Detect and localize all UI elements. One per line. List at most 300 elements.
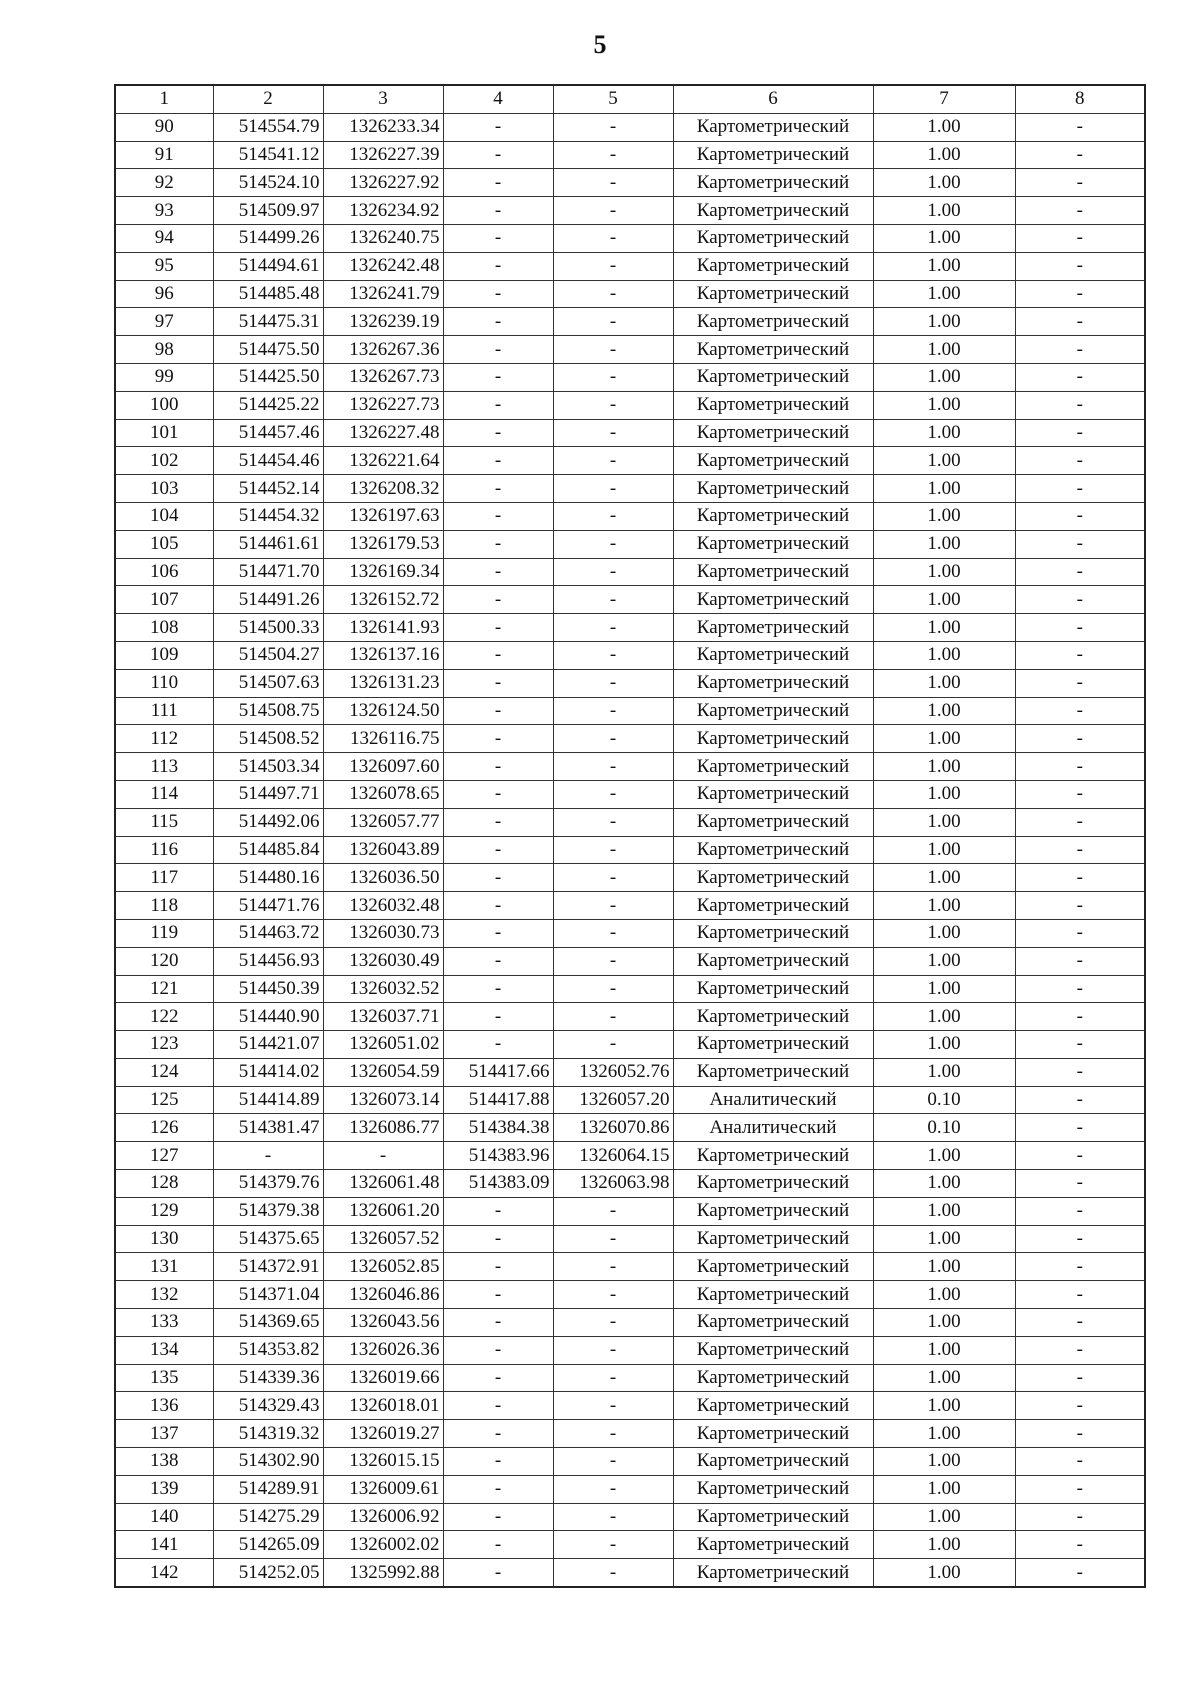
method-cell: Картометрический xyxy=(673,975,873,1003)
description-cell: - xyxy=(1015,864,1145,892)
method-cell: Картометрический xyxy=(673,141,873,169)
y-coordinate-cell: 1326046.86 xyxy=(323,1281,443,1309)
description-cell: - xyxy=(1015,530,1145,558)
y-coordinate-cell: 1326032.48 xyxy=(323,892,443,920)
description-cell: - xyxy=(1015,558,1145,586)
point-number-cell: 130 xyxy=(115,1225,213,1253)
method-cell: Картометрический xyxy=(673,502,873,530)
y-coordinate-cell: 1326152.72 xyxy=(323,586,443,614)
accuracy-cell: 1.00 xyxy=(873,892,1015,920)
table-row xyxy=(115,113,1145,141)
y-coordinate-new-cell: - xyxy=(553,447,673,475)
accuracy-cell: 1.00 xyxy=(873,530,1015,558)
method-cell: Картометрический xyxy=(673,641,873,669)
description-cell: - xyxy=(1015,1420,1145,1448)
y-coordinate-cell: 1326009.61 xyxy=(323,1475,443,1503)
y-coordinate-new-cell: - xyxy=(553,141,673,169)
accuracy-cell: 1.00 xyxy=(873,1475,1015,1503)
y-coordinate-cell: 1326097.60 xyxy=(323,753,443,781)
method-cell: Картометрический xyxy=(673,308,873,336)
x-coordinate-new-cell: 514384.38 xyxy=(443,1114,553,1142)
header-col-1: 1 xyxy=(115,85,213,113)
x-coordinate-cell: 514497.71 xyxy=(213,780,323,808)
y-coordinate-cell: 1326234.92 xyxy=(323,197,443,225)
y-coordinate-cell: 1326227.92 xyxy=(323,169,443,197)
description-cell: - xyxy=(1015,280,1145,308)
y-coordinate-new-cell: - xyxy=(553,641,673,669)
x-coordinate-new-cell: - xyxy=(443,1475,553,1503)
x-coordinate-cell: 514508.75 xyxy=(213,697,323,725)
point-number-cell: 126 xyxy=(115,1114,213,1142)
y-coordinate-new-cell: - xyxy=(553,1309,673,1337)
method-cell: Картометрический xyxy=(673,614,873,642)
table-row xyxy=(115,530,1145,558)
point-number-cell: 102 xyxy=(115,447,213,475)
point-number-cell: 90 xyxy=(115,113,213,141)
point-number-cell: 92 xyxy=(115,169,213,197)
description-cell: - xyxy=(1015,725,1145,753)
x-coordinate-cell: 514289.91 xyxy=(213,1475,323,1503)
table-row xyxy=(115,224,1145,252)
x-coordinate-cell: 514485.48 xyxy=(213,280,323,308)
method-cell: Картометрический xyxy=(673,1336,873,1364)
x-coordinate-new-cell: - xyxy=(443,1253,553,1281)
method-cell: Картометрический xyxy=(673,1031,873,1059)
method-cell: Картометрический xyxy=(673,447,873,475)
point-number-cell: 124 xyxy=(115,1058,213,1086)
y-coordinate-cell: 1326030.73 xyxy=(323,919,443,947)
method-cell: Картометрический xyxy=(673,336,873,364)
description-cell: - xyxy=(1015,419,1145,447)
header-col-5: 5 xyxy=(553,85,673,113)
table-row xyxy=(115,697,1145,725)
table-row xyxy=(115,1309,1145,1337)
x-coordinate-cell: 514463.72 xyxy=(213,919,323,947)
description-cell: - xyxy=(1015,586,1145,614)
accuracy-cell: 1.00 xyxy=(873,280,1015,308)
x-coordinate-cell: 514507.63 xyxy=(213,669,323,697)
table-row xyxy=(115,141,1145,169)
accuracy-cell: 1.00 xyxy=(873,1559,1015,1587)
description-cell: - xyxy=(1015,1114,1145,1142)
description-cell: - xyxy=(1015,336,1145,364)
header-col-8: 8 xyxy=(1015,85,1145,113)
x-coordinate-new-cell: - xyxy=(443,614,553,642)
y-coordinate-new-cell: - xyxy=(553,336,673,364)
table-row xyxy=(115,669,1145,697)
method-cell: Картометрический xyxy=(673,224,873,252)
x-coordinate-new-cell: 514417.66 xyxy=(443,1058,553,1086)
accuracy-cell: 1.00 xyxy=(873,947,1015,975)
y-coordinate-new-cell: - xyxy=(553,252,673,280)
description-cell: - xyxy=(1015,1281,1145,1309)
y-coordinate-cell: 1326169.34 xyxy=(323,558,443,586)
y-coordinate-new-cell: - xyxy=(553,391,673,419)
x-coordinate-cell: 514475.50 xyxy=(213,336,323,364)
method-cell: Картометрический xyxy=(673,475,873,503)
accuracy-cell: 1.00 xyxy=(873,725,1015,753)
x-coordinate-new-cell: - xyxy=(443,391,553,419)
accuracy-cell: 1.00 xyxy=(873,1003,1015,1031)
x-coordinate-cell: 514421.07 xyxy=(213,1031,323,1059)
accuracy-cell: 1.00 xyxy=(873,1364,1015,1392)
y-coordinate-new-cell: 1326064.15 xyxy=(553,1142,673,1170)
table-row xyxy=(115,919,1145,947)
y-coordinate-cell: 1326051.02 xyxy=(323,1031,443,1059)
description-cell: - xyxy=(1015,475,1145,503)
x-coordinate-cell: 514499.26 xyxy=(213,224,323,252)
description-cell: - xyxy=(1015,197,1145,225)
x-coordinate-cell: 514265.09 xyxy=(213,1531,323,1559)
y-coordinate-cell: 1326036.50 xyxy=(323,864,443,892)
x-coordinate-cell: 514457.46 xyxy=(213,419,323,447)
y-coordinate-cell: 1326208.32 xyxy=(323,475,443,503)
x-coordinate-cell: 514414.02 xyxy=(213,1058,323,1086)
table-row xyxy=(115,363,1145,391)
y-coordinate-new-cell: - xyxy=(553,1503,673,1531)
x-coordinate-new-cell: - xyxy=(443,502,553,530)
x-coordinate-cell: 514454.46 xyxy=(213,447,323,475)
method-cell: Картометрический xyxy=(673,558,873,586)
description-cell: - xyxy=(1015,836,1145,864)
method-cell: Картометрический xyxy=(673,419,873,447)
x-coordinate-new-cell: - xyxy=(443,892,553,920)
x-coordinate-cell: 514461.61 xyxy=(213,530,323,558)
x-coordinate-cell: 514471.76 xyxy=(213,892,323,920)
table-row xyxy=(115,780,1145,808)
table-row xyxy=(115,641,1145,669)
method-cell: Картометрический xyxy=(673,836,873,864)
method-cell: Картометрический xyxy=(673,1058,873,1086)
accuracy-cell: 1.00 xyxy=(873,1197,1015,1225)
description-cell: - xyxy=(1015,697,1145,725)
x-coordinate-cell: 514454.32 xyxy=(213,502,323,530)
accuracy-cell: 1.00 xyxy=(873,141,1015,169)
x-coordinate-cell: 514440.90 xyxy=(213,1003,323,1031)
x-coordinate-new-cell: 514383.09 xyxy=(443,1170,553,1198)
table-row xyxy=(115,753,1145,781)
description-cell: - xyxy=(1015,1142,1145,1170)
x-coordinate-cell: 514369.65 xyxy=(213,1309,323,1337)
point-number-cell: 116 xyxy=(115,836,213,864)
accuracy-cell: 1.00 xyxy=(873,1031,1015,1059)
description-cell: - xyxy=(1015,502,1145,530)
x-coordinate-new-cell: 514417.88 xyxy=(443,1086,553,1114)
y-coordinate-cell: 1326241.79 xyxy=(323,280,443,308)
y-coordinate-new-cell: - xyxy=(553,1364,673,1392)
y-coordinate-cell: 1326227.73 xyxy=(323,391,443,419)
x-coordinate-new-cell: - xyxy=(443,808,553,836)
y-coordinate-cell: 1326267.73 xyxy=(323,363,443,391)
x-coordinate-new-cell: - xyxy=(443,1197,553,1225)
point-number-cell: 91 xyxy=(115,141,213,169)
header-col-4: 4 xyxy=(443,85,553,113)
accuracy-cell: 1.00 xyxy=(873,1503,1015,1531)
accuracy-cell: 1.00 xyxy=(873,864,1015,892)
table-row xyxy=(115,336,1145,364)
description-cell: - xyxy=(1015,252,1145,280)
method-cell: Картометрический xyxy=(673,363,873,391)
coordinates-table xyxy=(114,84,1146,1588)
point-number-cell: 114 xyxy=(115,780,213,808)
y-coordinate-new-cell: - xyxy=(553,864,673,892)
y-coordinate-new-cell: 1326063.98 xyxy=(553,1170,673,1198)
y-coordinate-new-cell: - xyxy=(553,1559,673,1587)
accuracy-cell: 1.00 xyxy=(873,836,1015,864)
y-coordinate-cell: 1326057.77 xyxy=(323,808,443,836)
accuracy-cell: 1.00 xyxy=(873,113,1015,141)
y-coordinate-cell: 1326019.27 xyxy=(323,1420,443,1448)
x-coordinate-cell: 514353.82 xyxy=(213,1336,323,1364)
table-row xyxy=(115,1364,1145,1392)
x-coordinate-new-cell: - xyxy=(443,141,553,169)
point-number-cell: 117 xyxy=(115,864,213,892)
y-coordinate-cell: 1326267.36 xyxy=(323,336,443,364)
y-coordinate-cell: 1326137.16 xyxy=(323,641,443,669)
header-col-6: 6 xyxy=(673,85,873,113)
table-row xyxy=(115,419,1145,447)
method-cell: Картометрический xyxy=(673,1142,873,1170)
method-cell: Картометрический xyxy=(673,892,873,920)
x-coordinate-cell: 514452.14 xyxy=(213,475,323,503)
table-row xyxy=(115,836,1145,864)
x-coordinate-cell: 514494.61 xyxy=(213,252,323,280)
x-coordinate-cell: 514541.12 xyxy=(213,141,323,169)
point-number-cell: 96 xyxy=(115,280,213,308)
method-cell: Картометрический xyxy=(673,864,873,892)
method-cell: Картометрический xyxy=(673,1281,873,1309)
x-coordinate-cell: 514524.10 xyxy=(213,169,323,197)
y-coordinate-new-cell: - xyxy=(553,169,673,197)
method-cell: Картометрический xyxy=(673,586,873,614)
accuracy-cell: 1.00 xyxy=(873,447,1015,475)
y-coordinate-new-cell: 1326057.20 xyxy=(553,1086,673,1114)
y-coordinate-cell: 1326141.93 xyxy=(323,614,443,642)
x-coordinate-cell: 514379.76 xyxy=(213,1170,323,1198)
table-row xyxy=(115,864,1145,892)
x-coordinate-cell: 514425.22 xyxy=(213,391,323,419)
y-coordinate-cell: 1326116.75 xyxy=(323,725,443,753)
point-number-cell: 100 xyxy=(115,391,213,419)
x-coordinate-new-cell: - xyxy=(443,419,553,447)
y-coordinate-cell: 1326227.39 xyxy=(323,141,443,169)
y-coordinate-cell: 1326124.50 xyxy=(323,697,443,725)
x-coordinate-new-cell: - xyxy=(443,725,553,753)
y-coordinate-new-cell: - xyxy=(553,1475,673,1503)
table-row xyxy=(115,1420,1145,1448)
description-cell: - xyxy=(1015,1309,1145,1337)
y-coordinate-new-cell: - xyxy=(553,586,673,614)
table-row xyxy=(115,1336,1145,1364)
header-col-3: 3 xyxy=(323,85,443,113)
table-row xyxy=(115,975,1145,1003)
point-number-cell: 136 xyxy=(115,1392,213,1420)
x-coordinate-cell: 514319.32 xyxy=(213,1420,323,1448)
y-coordinate-cell: 1326043.56 xyxy=(323,1309,443,1337)
table-row xyxy=(115,308,1145,336)
accuracy-cell: 1.00 xyxy=(873,1420,1015,1448)
point-number-cell: 97 xyxy=(115,308,213,336)
table-row xyxy=(115,892,1145,920)
x-coordinate-new-cell: - xyxy=(443,1336,553,1364)
method-cell: Картометрический xyxy=(673,919,873,947)
point-number-cell: 125 xyxy=(115,1086,213,1114)
table-row xyxy=(115,391,1145,419)
table-row xyxy=(115,447,1145,475)
x-coordinate-new-cell: - xyxy=(443,224,553,252)
x-coordinate-new-cell: - xyxy=(443,1531,553,1559)
x-coordinate-new-cell: - xyxy=(443,1448,553,1476)
table-row xyxy=(115,947,1145,975)
point-number-cell: 131 xyxy=(115,1253,213,1281)
header-col-7: 7 xyxy=(873,85,1015,113)
x-coordinate-new-cell: - xyxy=(443,697,553,725)
description-cell: - xyxy=(1015,363,1145,391)
method-cell: Картометрический xyxy=(673,1475,873,1503)
point-number-cell: 99 xyxy=(115,363,213,391)
method-cell: Картометрический xyxy=(673,530,873,558)
y-coordinate-new-cell: - xyxy=(553,363,673,391)
accuracy-cell: 1.00 xyxy=(873,1225,1015,1253)
y-coordinate-new-cell: - xyxy=(553,1420,673,1448)
point-number-cell: 104 xyxy=(115,502,213,530)
description-cell: - xyxy=(1015,947,1145,975)
description-cell: - xyxy=(1015,1559,1145,1587)
description-cell: - xyxy=(1015,1003,1145,1031)
x-coordinate-new-cell: - xyxy=(443,1309,553,1337)
accuracy-cell: 1.00 xyxy=(873,975,1015,1003)
y-coordinate-new-cell: - xyxy=(553,808,673,836)
accuracy-cell: 1.00 xyxy=(873,780,1015,808)
x-coordinate-cell: 514381.47 xyxy=(213,1114,323,1142)
point-number-cell: 98 xyxy=(115,336,213,364)
point-number-cell: 95 xyxy=(115,252,213,280)
x-coordinate-cell: 514475.31 xyxy=(213,308,323,336)
accuracy-cell: 1.00 xyxy=(873,558,1015,586)
accuracy-cell: 1.00 xyxy=(873,197,1015,225)
method-cell: Картометрический xyxy=(673,753,873,781)
table-row xyxy=(115,558,1145,586)
method-cell: Картометрический xyxy=(673,725,873,753)
method-cell: Аналитический xyxy=(673,1086,873,1114)
accuracy-cell: 1.00 xyxy=(873,475,1015,503)
table-row xyxy=(115,725,1145,753)
point-number-cell: 112 xyxy=(115,725,213,753)
x-coordinate-cell: 514500.33 xyxy=(213,614,323,642)
table-row xyxy=(115,1114,1145,1142)
accuracy-cell: 1.00 xyxy=(873,1392,1015,1420)
y-coordinate-new-cell: - xyxy=(553,1392,673,1420)
y-coordinate-cell: 1326006.92 xyxy=(323,1503,443,1531)
table-row xyxy=(115,1058,1145,1086)
point-number-cell: 127 xyxy=(115,1142,213,1170)
y-coordinate-cell: 1326037.71 xyxy=(323,1003,443,1031)
method-cell: Картометрический xyxy=(673,780,873,808)
x-coordinate-new-cell: - xyxy=(443,641,553,669)
x-coordinate-new-cell: - xyxy=(443,947,553,975)
accuracy-cell: 1.00 xyxy=(873,502,1015,530)
method-cell: Картометрический xyxy=(673,1253,873,1281)
accuracy-cell: 0.10 xyxy=(873,1086,1015,1114)
description-cell: - xyxy=(1015,669,1145,697)
x-coordinate-cell: 514252.05 xyxy=(213,1559,323,1587)
y-coordinate-cell: 1326026.36 xyxy=(323,1336,443,1364)
table-row xyxy=(115,197,1145,225)
y-coordinate-new-cell: - xyxy=(553,1003,673,1031)
table-row xyxy=(115,475,1145,503)
method-cell: Картометрический xyxy=(673,1003,873,1031)
y-coordinate-cell: 1326240.75 xyxy=(323,224,443,252)
description-cell: - xyxy=(1015,1058,1145,1086)
table-row xyxy=(115,1475,1145,1503)
x-coordinate-new-cell: - xyxy=(443,1503,553,1531)
accuracy-cell: 1.00 xyxy=(873,1281,1015,1309)
point-number-cell: 135 xyxy=(115,1364,213,1392)
x-coordinate-cell: 514329.43 xyxy=(213,1392,323,1420)
y-coordinate-new-cell: - xyxy=(553,224,673,252)
method-cell: Картометрический xyxy=(673,169,873,197)
point-number-cell: 141 xyxy=(115,1531,213,1559)
description-cell: - xyxy=(1015,113,1145,141)
x-coordinate-cell: 514471.70 xyxy=(213,558,323,586)
point-number-cell: 101 xyxy=(115,419,213,447)
description-cell: - xyxy=(1015,614,1145,642)
description-cell: - xyxy=(1015,1031,1145,1059)
point-number-cell: 137 xyxy=(115,1420,213,1448)
y-coordinate-new-cell: 1326052.76 xyxy=(553,1058,673,1086)
x-coordinate-new-cell: - xyxy=(443,169,553,197)
description-cell: - xyxy=(1015,1170,1145,1198)
y-coordinate-cell: 1325992.88 xyxy=(323,1559,443,1587)
y-coordinate-new-cell: - xyxy=(553,502,673,530)
point-number-cell: 122 xyxy=(115,1003,213,1031)
method-cell: Картометрический xyxy=(673,280,873,308)
description-cell: - xyxy=(1015,308,1145,336)
point-number-cell: 111 xyxy=(115,697,213,725)
point-number-cell: 109 xyxy=(115,641,213,669)
y-coordinate-new-cell: - xyxy=(553,725,673,753)
accuracy-cell: 1.00 xyxy=(873,1448,1015,1476)
description-cell: - xyxy=(1015,1448,1145,1476)
x-coordinate-new-cell: - xyxy=(443,1364,553,1392)
x-coordinate-new-cell: - xyxy=(443,753,553,781)
x-coordinate-cell: - xyxy=(213,1142,323,1170)
accuracy-cell: 1.00 xyxy=(873,224,1015,252)
x-coordinate-new-cell: - xyxy=(443,336,553,364)
method-cell: Картометрический xyxy=(673,1364,873,1392)
method-cell: Картометрический xyxy=(673,1559,873,1587)
x-coordinate-new-cell: - xyxy=(443,919,553,947)
description-cell: - xyxy=(1015,224,1145,252)
x-coordinate-new-cell: - xyxy=(443,558,553,586)
table-row xyxy=(115,1392,1145,1420)
x-coordinate-cell: 514275.29 xyxy=(213,1503,323,1531)
method-cell: Аналитический xyxy=(673,1114,873,1142)
x-coordinate-new-cell: - xyxy=(443,447,553,475)
point-number-cell: 118 xyxy=(115,892,213,920)
y-coordinate-new-cell: - xyxy=(553,697,673,725)
accuracy-cell: 1.00 xyxy=(873,1531,1015,1559)
accuracy-cell: 1.00 xyxy=(873,363,1015,391)
point-number-cell: 108 xyxy=(115,614,213,642)
y-coordinate-cell: 1326227.48 xyxy=(323,419,443,447)
method-cell: Картометрический xyxy=(673,947,873,975)
accuracy-cell: 1.00 xyxy=(873,586,1015,614)
point-number-cell: 142 xyxy=(115,1559,213,1587)
description-cell: - xyxy=(1015,641,1145,669)
table-row xyxy=(115,1225,1145,1253)
x-coordinate-new-cell: - xyxy=(443,780,553,808)
